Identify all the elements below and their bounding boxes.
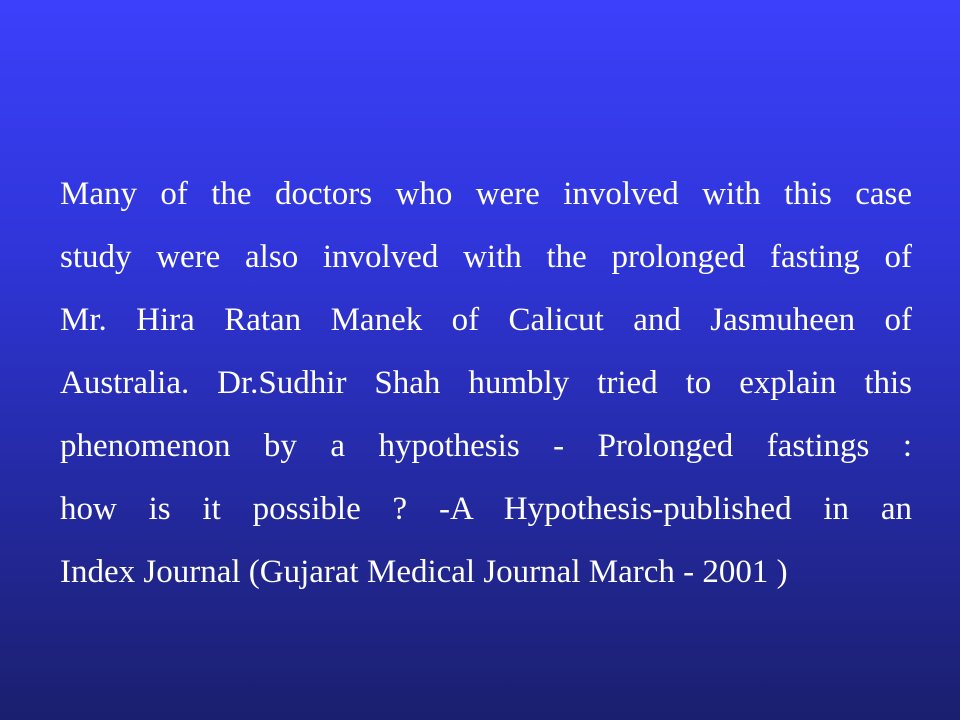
paragraph-line-2: study were also involved with the prolonged fasting of [60, 239, 912, 275]
paragraph-line-5: phenomenon by a hypothesis - Prolonged fastings : [60, 428, 912, 464]
paragraph-line-6: how is it possible ? -A Hypothesis-published in an [60, 491, 912, 527]
paragraph-line-7: Index Journal (Gujarat Medical Journal March - 2001 ) [60, 554, 788, 590]
paragraph-line-3: Mr. Hira Ratan Manek of Calicut and Jasmuheen of [60, 302, 912, 338]
paragraph-line-1: Many of the doctors who were involved with this case [60, 176, 912, 212]
body-paragraph [60, 163, 912, 604]
paragraph-line-4: Australia. Dr.Sudhir Shah humbly tried to explain this [60, 365, 912, 401]
